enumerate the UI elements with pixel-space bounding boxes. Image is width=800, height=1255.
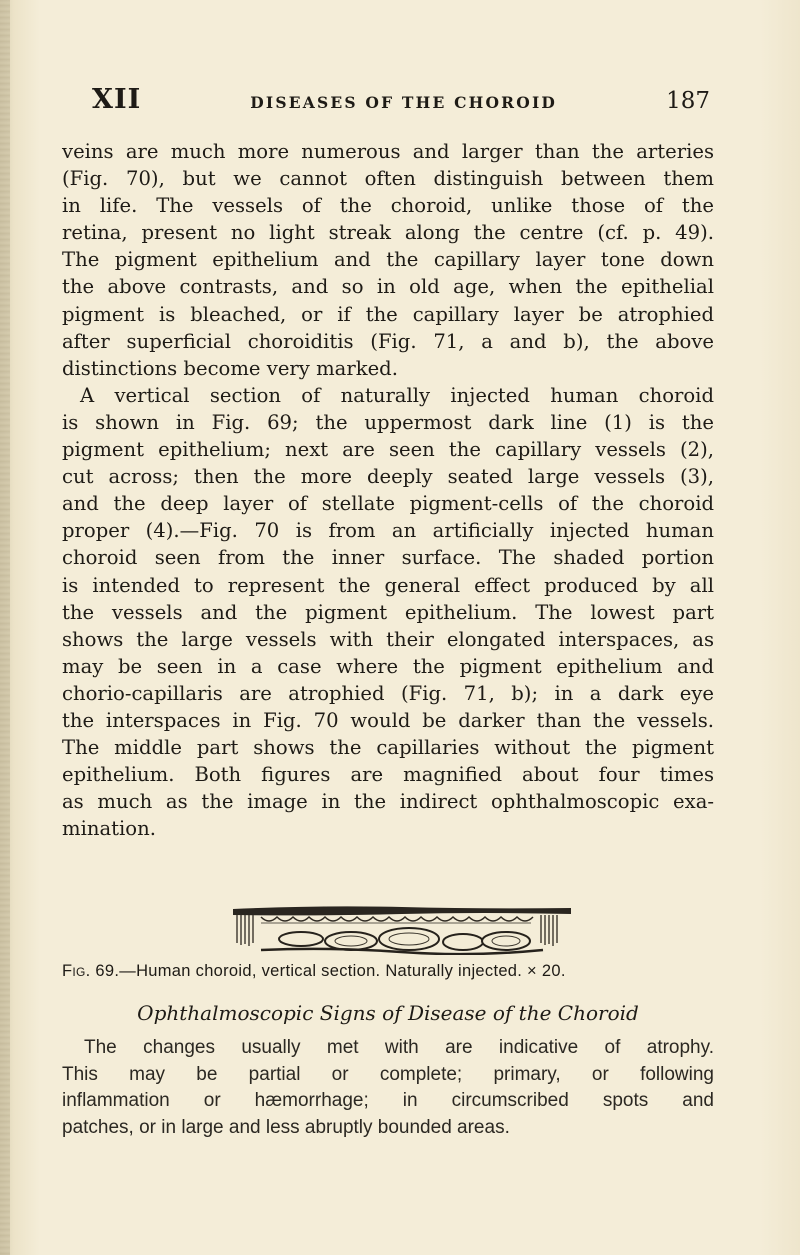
figure-label: Fig. 69.: [62, 962, 120, 980]
text-line: chorio-capillaris are atrophied (Fig. 71, b); in a dark eye: [62, 681, 714, 705]
text-line: proper (4).—Fig. 70 is from an artificially injected human: [62, 519, 714, 543]
text-line: inflammation or hæmorrhage; in circumscribed spots and: [62, 1090, 714, 1112]
text-line: veins are much more numerous and larger than the arteries: [62, 140, 714, 163]
text-line: distinctions become very marked.: [62, 356, 398, 380]
text-line: the vessels and the pigment epithelium. The lowest part: [62, 600, 714, 624]
chapter-number: XII: [92, 84, 142, 115]
section-heading: Ophthalmoscopic Signs of Disease of the Choroid: [137, 1001, 639, 1025]
text-line: as much as the image in the indirect ophthalmoscopic exa-: [62, 790, 714, 814]
text-line: is intended to represent the general effect produced by all: [62, 573, 714, 597]
text-line: The pigment epithelium and the capillary layer tone down: [62, 248, 714, 272]
paragraph-1: [62, 138, 714, 382]
text-line: (Fig. 70), but we cannot often distinguish between them: [62, 167, 714, 191]
text-line: is shown in Fig. 69; the uppermost dark line (1) is the: [62, 410, 714, 434]
choroid-section-illustration: [231, 903, 573, 955]
text-line: cut across; then the more deeply seated large vessels (3),: [62, 465, 714, 489]
figure-caption-text: —Human choroid, vertical section. Naturally injected. × 20.: [119, 962, 566, 980]
text-line: the interspaces in Fig. 70 would be darker than the vessels.: [62, 708, 714, 732]
text-line: A vertical section of naturally injected human choroid: [80, 383, 714, 407]
page-number: 187: [666, 88, 710, 114]
text-line: patches, or in large and less abruptly bounded areas.: [62, 1116, 510, 1138]
text-line: after superficial choroiditis (Fig. 71, a and b), the above: [62, 329, 714, 353]
text-line: epithelium. Both figures are magnified about four times: [62, 763, 714, 787]
text-line: The middle part shows the capillaries without the pigment: [62, 736, 714, 760]
text-line: pigment epithelium; next are seen the capillary vessels (2),: [62, 438, 714, 462]
section-text: [62, 1035, 714, 1141]
running-title: DISEASES OF THE CHOROID: [250, 93, 558, 112]
figure-caption: [62, 962, 722, 981]
text-line: the above contrasts, and so in old age, when the epithelial: [62, 275, 714, 299]
paragraph-2: [62, 382, 714, 843]
text-line: This may be partial or complete; primary, or following: [62, 1063, 714, 1085]
text-line: in life. The vessels of the choroid, unlike those of the: [62, 194, 714, 218]
text-line: may be seen in a case where the pigment epithelium and: [62, 654, 714, 678]
text-line: choroid seen from the inner surface. The shaded portion: [62, 546, 714, 570]
running-header: [92, 84, 710, 120]
text-line: shows the large vessels with their elongated interspaces, as: [62, 627, 714, 651]
text-line: retina, present no light streak along the centre (cf. p. 49).: [62, 221, 714, 245]
page-binding-edge: [0, 0, 10, 1255]
main-text: [62, 138, 714, 842]
text-line: pigment is bleached, or if the capillary layer be atrophied: [62, 302, 714, 326]
text-line: mination.: [62, 817, 156, 841]
text-line: The changes usually met with are indicative of atrophy.: [84, 1037, 714, 1058]
text-line: and the deep layer of stellate pigment-cells of the choroid: [62, 492, 714, 516]
